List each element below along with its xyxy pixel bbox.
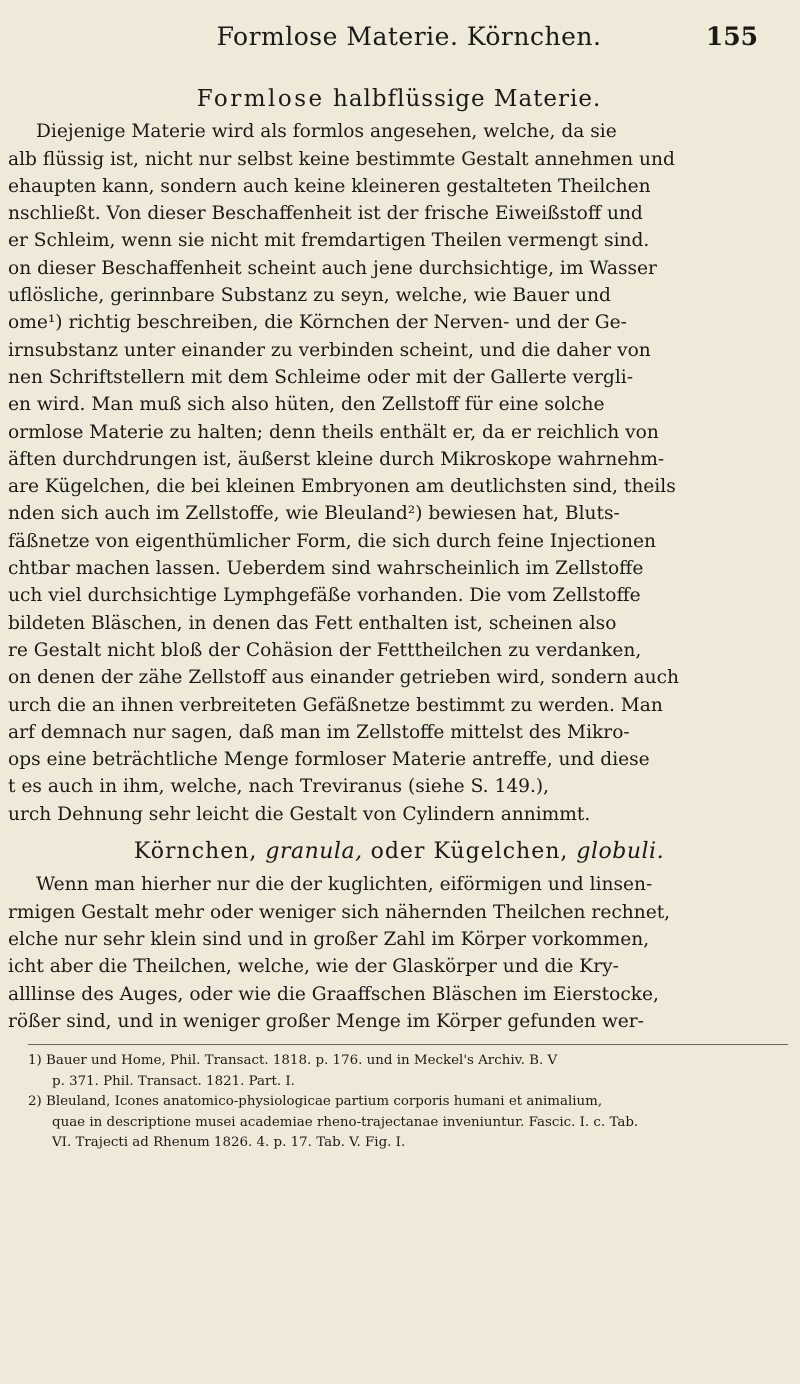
text-line: en wird. Man muß sich also hüten, den Zellstoff für eine solche [8,394,605,416]
subheading-granula [8,838,790,865]
text-line: t es auch in ihm, welche, nach Treviranus (siehe S. 149.), [8,776,550,798]
subheading-term2: Kügelchen, [433,839,569,865]
footnote-continuation: p. 371. Phil. Transact. 1821. Part. I. [52,1073,295,1089]
text-line: bildeten Bläschen, in denen das Fett enthalten ist, scheinen also [8,612,617,634]
text-line: rößer sind, und in weniger großer Menge im Körper gefunden wer- [8,1010,644,1032]
text-line: irnsubstanz unter einander zu verbinden scheint, und die daher von [8,339,651,361]
paragraph-formless-matter [8,118,790,828]
section-title [8,86,790,113]
subheading-latin-granula: granula, [265,839,363,865]
text-line: icht aber die Theilchen, welche, wie der Glaskörper und die Kry- [8,956,619,978]
paragraph-granula [8,871,790,1035]
text-line: nden sich auch im Zellstoffe, wie Bleuland²) bewiesen hat, Bluts- [8,503,620,525]
text-line: urch Dehnung sehr leicht die Gestalt von Cylindern annimmt. [8,803,591,825]
text-line: chtbar machen lassen. Ueberdem sind wahrscheinlich im Zellstoffe [8,558,644,580]
text-line: uch viel durchsichtige Lymphgefäße vorhanden. Die vom Zellstoffe [8,585,641,607]
footnote-divider [28,1044,788,1045]
text-line: uflösliche, gerinnbare Substanz zu seyn, welche, wie Bauer und [8,285,611,307]
running-title: Formlose Materie. Körnchen. [216,22,602,51]
text-line: re Gestalt nicht bloß der Cohäsion der Fetttheilchen zu verdanken, [8,639,642,661]
running-header [60,22,758,56]
text-line: arf demnach nur sagen, daß man im Zellstoffe mittelst des Mikro- [8,721,630,743]
subheading-connector: oder [370,839,426,865]
footnote-continuation: quae in descriptione musei academiae rheno-trajectanae inveniuntur. Fascic. I. c. Tab. [52,1114,639,1130]
page-number: 155 [705,22,758,51]
text-line: rmigen Gestalt mehr oder weniger sich nähernden Theilchen rechnet, [8,901,671,923]
text-line: Diejenige Materie wird als formlos angesehen, welche, da sie [36,121,617,143]
footnotes [28,1051,788,1154]
text-line: ehaupten kann, sondern auch keine kleineren gestalteten Theilchen [8,175,651,197]
text-line: fäßnetze von eigenthümlicher Form, die sich durch feine Injectionen [8,530,656,552]
footnote-2: 2) Bleuland, Icones anatomico-physiologicae partium corporis humani et animalium, [28,1094,603,1110]
text-line: elche nur sehr klein sind und in großer Zahl im Körper vorkommen, [8,928,650,950]
text-line: äften durchdrungen ist, äußerst kleine durch Mikroskope wahrnehm- [8,448,665,470]
text-line: urch die an ihnen verbreiteten Gefäßnetze bestimmt zu werden. Man [8,694,663,716]
subheading-term: Körnchen, [133,839,258,865]
text-line: ome¹) richtig beschreiben, die Körnchen der Nerven- und der Ge- [8,312,627,334]
text-line: are Kügelchen, die bei kleinen Embryonen am deutlichsten sind, theils [8,476,676,498]
footnote-1: 1) Bauer und Home, Phil. Transact. 1818. p. 176. und in Meckel's Archiv. B. V [28,1053,558,1069]
text-line: Wenn man hierher nur die der kuglichten, eiförmigen und linsen- [36,874,653,896]
footnote-continuation: VI. Trajecti ad Rhenum 1826. 4. p. 17. Tab. V. Fig. I. [52,1135,406,1151]
section-title-rest: halbflüssige Materie. [333,86,602,112]
text-line: ops eine beträchtliche Menge formloser Materie antreffe, und diese [8,749,650,771]
text-line: on dieser Beschaffenheit scheint auch jene durchsichtige, im Wasser [8,257,657,279]
subheading-latin-globuli: globuli. [576,839,665,865]
text-line: ormlose Materie zu halten; denn theils enthält er, da er reichlich von [8,421,659,443]
text-line: on denen der zähe Zellstoff aus einander getrieben wird, sondern auch [8,667,680,689]
text-line: alllinse des Auges, oder wie die Graaffschen Bläschen im Eierstocke, [8,983,659,1005]
text-line: nschließt. Von dieser Beschaffenheit ist der frische Eiweißstoff und [8,203,643,225]
body-text [8,86,790,1154]
section-title-spaced: Formlose [196,86,325,112]
text-line: nen Schriftstellern mit dem Schleime oder mit der Gallerte vergli- [8,366,633,388]
text-line: alb flüssig ist, nicht nur selbst keine bestimmte Gestalt annehmen und [8,148,675,170]
text-line: er Schleim, wenn sie nicht mit fremdartigen Theilen vermengt sind. [8,230,650,252]
